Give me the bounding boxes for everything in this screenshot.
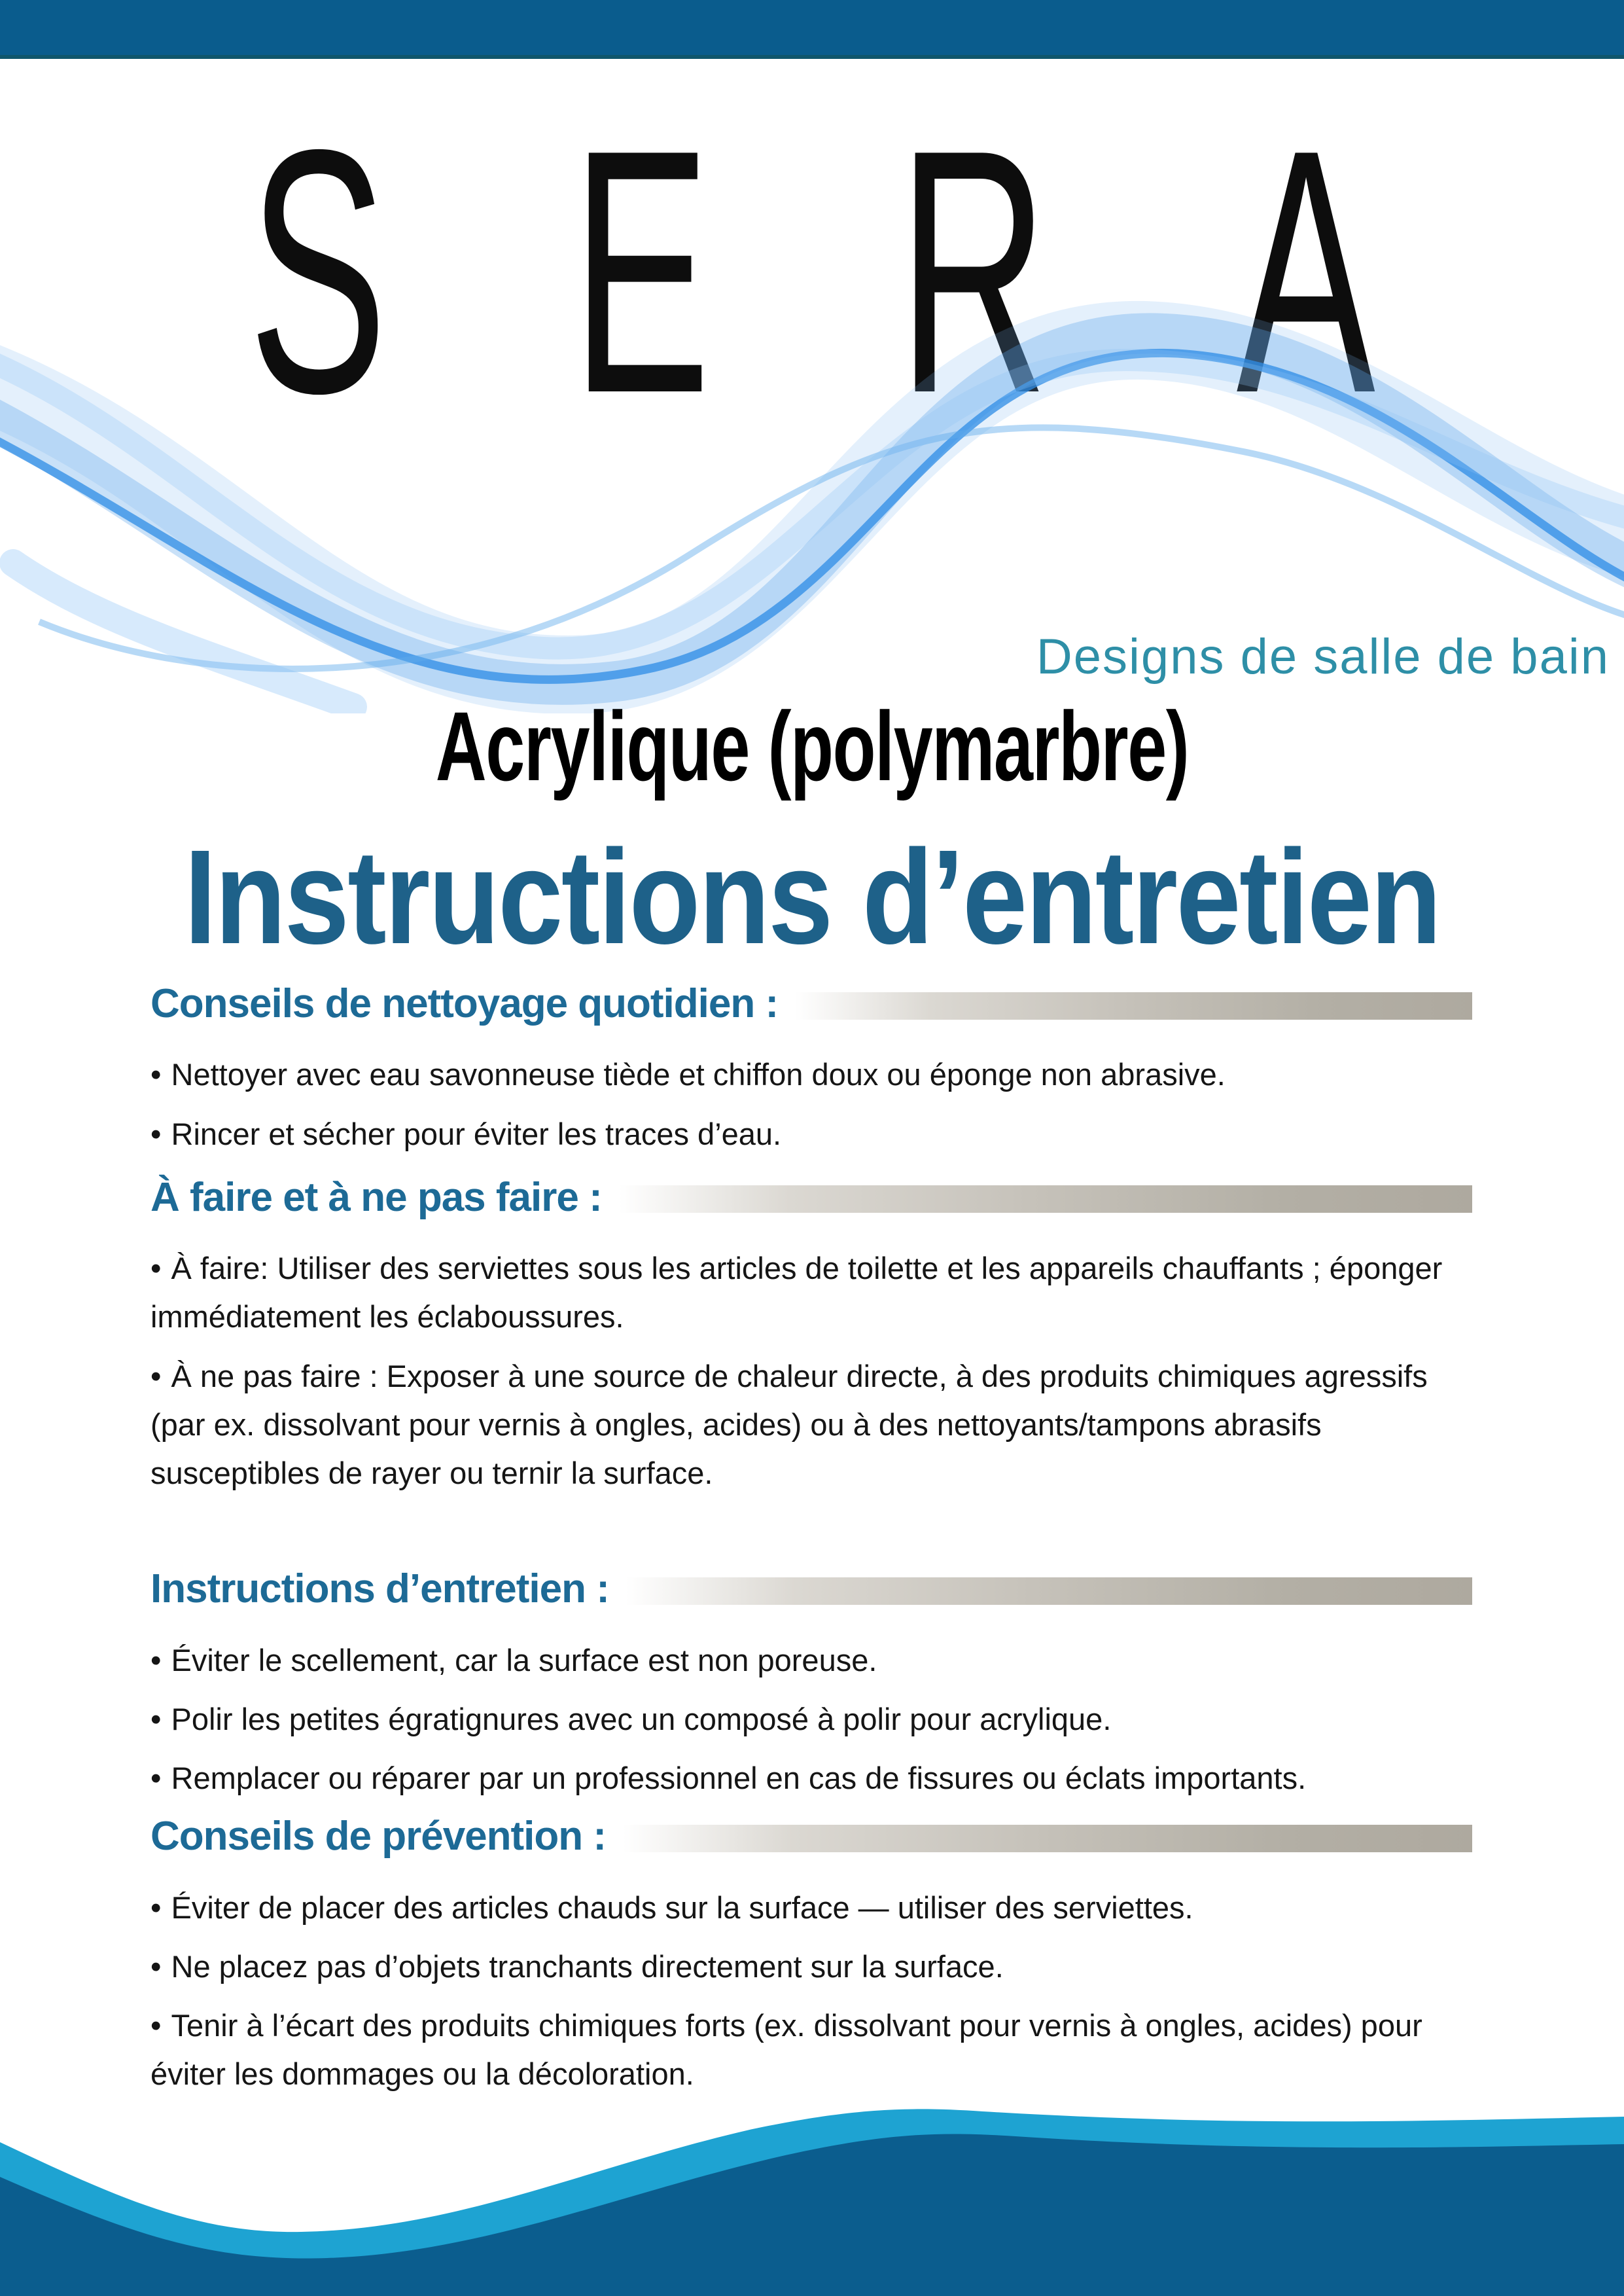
section-heading: À faire et à ne pas faire : [150, 1174, 602, 1220]
footer-wave-graphic [0, 2093, 1624, 2296]
section-dos-donts [150, 1174, 1472, 1498]
bullet-marker: • [150, 1890, 162, 1925]
bullet-text: À ne pas faire : Exposer à une source de chaleur directe, à des produits chimiques agressifs (par ex. dissolvant pour vernis à ongles, acides) ou à des nettoyants/tampons abrasifs susceptibles de rayer ou ternir la surface. [150, 1358, 1428, 1491]
sections-container [150, 980, 1472, 2109]
bullet-item [150, 1352, 1472, 1498]
bullet-item [150, 1943, 1472, 1991]
bullet-text: Rincer et sécher pour éviter les traces d’eau. [171, 1116, 782, 1151]
bullet-marker: • [150, 1251, 162, 1286]
section-heading-row [150, 980, 1472, 1027]
section-heading-row [150, 1174, 1472, 1221]
bullet-marker: • [150, 2008, 162, 2043]
section-heading: Conseils de nettoyage quotidien : [150, 981, 779, 1026]
brand-tagline: Designs de salle de bain [1036, 629, 1610, 685]
bullet-marker: • [150, 1948, 162, 1984]
page-title [0, 822, 1624, 972]
section-heading: Conseils de prévention : [150, 1814, 607, 1859]
heading-underline-bar [626, 1577, 1472, 1605]
bullet-text: Remplacer ou réparer par un professionnel en cas de fissures ou éclats importants. [171, 1761, 1307, 1796]
section-daily-cleaning [150, 980, 1472, 1158]
bullet-item [150, 1050, 1472, 1099]
bullet-item [150, 2001, 1472, 2099]
bullet-item [150, 1884, 1472, 1932]
bullet-marker: • [150, 1116, 162, 1151]
bullet-marker: • [150, 1642, 162, 1677]
bullet-marker: • [150, 1358, 162, 1393]
bullet-marker: • [150, 1701, 162, 1736]
bullet-marker: • [150, 1057, 162, 1092]
logo-letter: R [898, 78, 1049, 465]
section-heading-row [150, 1566, 1472, 1612]
bullet-item [150, 1244, 1472, 1342]
section-prevention-tips [150, 1813, 1472, 2098]
section-heading-row [150, 1813, 1472, 1859]
heading-underline-bar [619, 1185, 1472, 1213]
bullet-text: Polir les petites égratignures avec un composé à polir pour acrylique. [171, 1701, 1112, 1736]
page-title-text: Instructions d’entretien [184, 822, 1440, 972]
material-subtitle [0, 692, 1624, 800]
bullet-item [150, 1110, 1472, 1158]
bullet-text: À faire: Utiliser des serviettes sous les articles de toilette et les appareils chauffants ; éponger immédiatement les éclaboussures. [150, 1251, 1443, 1335]
section-care-instructions [150, 1566, 1472, 1803]
logo-letter: A [1236, 78, 1375, 465]
logo-letter: S [249, 78, 388, 465]
bullet-text: Nettoyer avec eau savonneuse tiède et chiffon doux ou éponge non abrasive. [171, 1057, 1226, 1092]
bullet-text: Éviter de placer des articles chauds sur la surface — utiliser des serviettes. [171, 1890, 1193, 1925]
heading-underline-bar [795, 992, 1472, 1020]
bullet-item [150, 1754, 1472, 1803]
top-header-bar [0, 0, 1624, 59]
bullet-text: Éviter le scellement, car la surface est non poreuse. [171, 1642, 877, 1677]
bullet-marker: • [150, 1761, 162, 1796]
bullet-item [150, 1636, 1472, 1685]
bullet-item [150, 1695, 1472, 1744]
section-heading: Instructions d’entretien : [150, 1566, 609, 1612]
material-subtitle-text: Acrylique (polymarbre) [435, 691, 1189, 801]
bullet-text: Ne placez pas d’objets tranchants directement sur la surface. [171, 1948, 1004, 1984]
logo-letter: E [571, 78, 711, 465]
bullet-text: Tenir à l’écart des produits chimiques forts (ex. dissolvant pour vernis à ongles, acides) pour éviter les dommages ou la décoloration. [150, 2008, 1422, 2092]
heading-underline-bar [623, 1825, 1472, 1852]
